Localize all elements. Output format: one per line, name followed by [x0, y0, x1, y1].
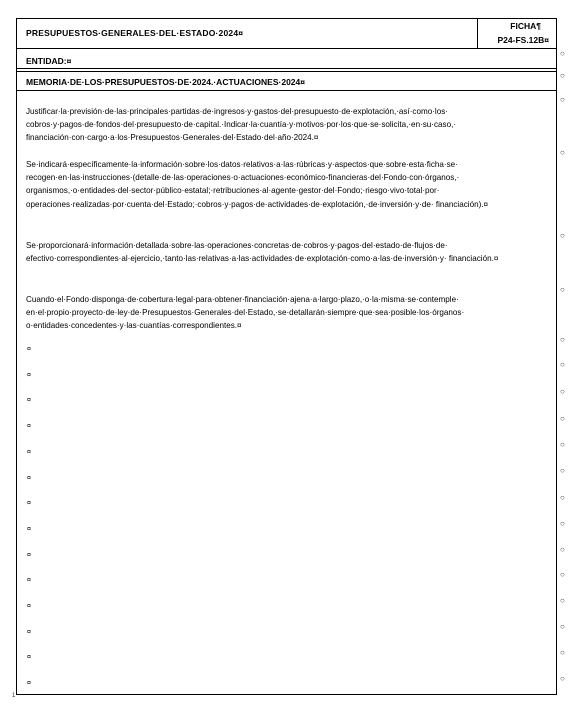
empty-paragraph-mark: ¤	[27, 525, 31, 533]
budget-title: PRESUPUESTOS·GENERALES·DEL·ESTADO·2024¤	[26, 28, 244, 38]
empty-paragraph-mark: ¤	[27, 423, 31, 431]
empty-paragraph-mark: ¤	[27, 500, 31, 508]
margin-marker-icon: ○	[560, 360, 565, 369]
margin-marker-icon: ○	[560, 335, 565, 344]
margin-marker-icon: ○	[560, 440, 565, 449]
margin-marker-icon: ○	[560, 674, 565, 683]
margin-marker-icon: ○	[560, 148, 565, 157]
empty-paragraph-mark: ¤	[27, 448, 31, 456]
empty-paragraph-mark: ¤	[27, 654, 31, 662]
empty-paragraph-mark: ¤	[27, 577, 31, 585]
margin-marker-icon: ○	[560, 95, 565, 104]
empty-paragraph-mark: ¤	[27, 474, 31, 482]
ficha-label: FICHA¶	[510, 21, 541, 31]
margin-marker-icon: ○	[560, 596, 565, 605]
paragraph-operaciones: Se·proporcionará·información·detallada·sobre·las·operaciones·concretas·de·cobros·y·pagos·del·estado·de·flujos·de· efectivo·correspondientes·al·ejercicio,·tanto·las·relativas·a·las·actividades·de·explotación·como·a·las·de·inversión·y· financiación.¤	[26, 241, 499, 264]
empty-paragraph-mark: ¤	[27, 603, 31, 610]
ficha-cell	[477, 19, 557, 48]
memoria-row	[17, 72, 556, 91]
margin-marker-icon: ○	[560, 387, 565, 396]
margin-marker-icon: ○	[560, 519, 565, 528]
empty-paragraph-mark: ¤	[27, 680, 31, 688]
paragraph-justificacion: Justificar·la·previsión·de·las·principales·partidas·de·ingresos·y·gastos·del·presupuesto·de·explotación,·así·como·los· cobros·y·pagos·de·fondos·del·presupuesto·de·capital.·Indicar·la·cuantía·y·motivos·por·los·que·se·solicita,·en·su·caso,· financiación·con·cargo·a·los·Presupuestos·Generales·del·Estado·del·año·2024.¤	[26, 107, 457, 143]
entidad-label: ENTIDAD:¤	[26, 56, 72, 66]
empty-paragraph-mark: ¤	[27, 551, 31, 559]
paragraph-informacion: Se·indicará·específicamente·la·información·sobre·los·datos·relativos·a·las·rúbricas·y·aspectos·que·sobre·esta·ficha·se· recogen·en·las·instrucciones·(detalle·de·las·operaciones·o·actuaciones·económico-financieras·del·Fondo·con·órganos,· organismos,·o·entidades·del·sector·público·estatal;·retribuciones·al·agente·gestor·del·Fondo;·riesgo·vivo·total·por· operaciones·realizadas·por·cuenta·del·Estado;·cobros·y·pagos·de·actividades·de·explotación,·de·inversión·y·de· financiación).¤	[26, 160, 489, 209]
margin-marker-icon: ○	[560, 49, 565, 58]
paragraph-financiacion: Cuando·el·Fondo·disponga·de·cobertura·legal·para·obtener·financiación·ajena·a·largo·plazo,·o·la·misma·se·contemple· en·el·propio·proyecto·de·ley·de·Presupuestos·Generales·del·Estado,·se·detallarán·siempre·que·sea·posible·los·órganos· o·entidades·concedentes·y·las·cuantías·correspondientes.¤	[26, 295, 465, 331]
margin-marker-icon: ○	[560, 466, 565, 475]
header-row	[17, 19, 556, 49]
margin-marker-icon: ○	[560, 493, 565, 502]
margin-marker-icon: ○	[560, 648, 565, 657]
margin-marker-icon: ○	[560, 231, 565, 240]
margin-marker-icon: ○	[560, 622, 565, 631]
page-number: 1	[12, 693, 16, 699]
margin-marker-icon: ○	[560, 414, 565, 423]
margin-marker-icon: ○	[560, 285, 565, 294]
entidad-row	[17, 49, 556, 69]
ficha-code: P24-FS.12B¤	[497, 35, 549, 45]
margin-marker-icon: ○	[560, 570, 565, 579]
empty-paragraph-mark: ¤	[27, 371, 31, 379]
empty-paragraph-mark: ¤	[27, 628, 31, 636]
margin-marker-icon: ○	[560, 545, 565, 554]
memoria-title: MEMORIA·DE·LOS·PRESUPUESTOS·DE·2024.·ACTUACIONES·2024¤	[26, 77, 305, 87]
empty-paragraph-mark: ¤	[27, 397, 31, 405]
form-frame	[16, 18, 557, 695]
empty-paragraph-mark: ¤	[27, 346, 31, 353]
margin-marker-icon: ○	[560, 71, 565, 80]
